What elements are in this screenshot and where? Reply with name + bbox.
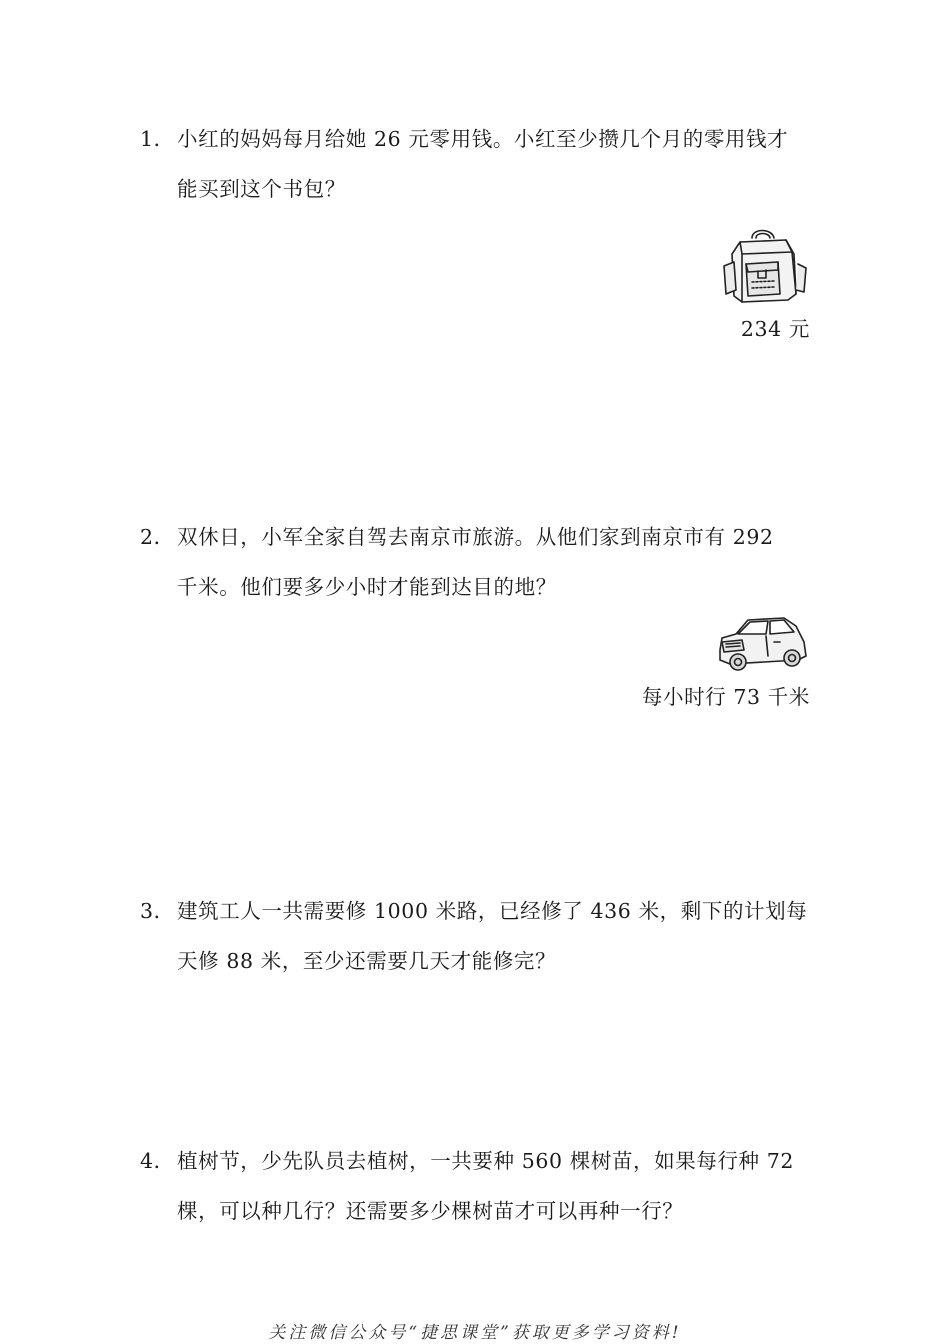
backpack-icon [714, 224, 810, 306]
price-label: 234 元 [740, 317, 810, 341]
problem-number: 3． [140, 899, 175, 923]
problem-text-continued: 棵，可以种几行？还需要多少棵树苗才可以再种一行？ [177, 1199, 684, 1223]
speed-label: 每小时行 73 千米 [641, 685, 810, 709]
problem-text: 小红的妈妈每月给她 26 元零用钱。小红至少攒几个月的零用钱才 [177, 127, 789, 151]
problem-text: 植树节，少先队员去植树，一共要种 560 棵树苗，如果每行种 72 [177, 1149, 795, 1173]
car-figure [642, 612, 810, 710]
problem-text: 双休日，小军全家自驾去南京市旅游。从他们家到南京市有 292 [177, 525, 774, 549]
problem-4 [140, 1136, 810, 1236]
problem-text: 建筑工人一共需要修 1000 米路，已经修了 436 米，剩下的计划每 [177, 899, 808, 923]
problem-text-continued: 天修 88 米，至少还需要几天才能修完？ [177, 949, 557, 973]
problem-3 [140, 886, 810, 986]
footer-note: 关注微信公众号“捷思课堂”获取更多学习资料! [268, 1323, 682, 1343]
backpack-figure [714, 224, 810, 342]
problem-1 [140, 114, 810, 214]
problem-number: 2． [140, 525, 175, 549]
problem-number: 4． [140, 1149, 175, 1173]
problem-number: 1． [140, 127, 175, 151]
problem-text-continued: 千米。他们要多少小时才能到达目的地？ [177, 575, 557, 599]
problem-text-continued: 能买到这个书包？ [177, 177, 346, 201]
problem-2 [140, 512, 810, 612]
car-icon [714, 612, 810, 674]
